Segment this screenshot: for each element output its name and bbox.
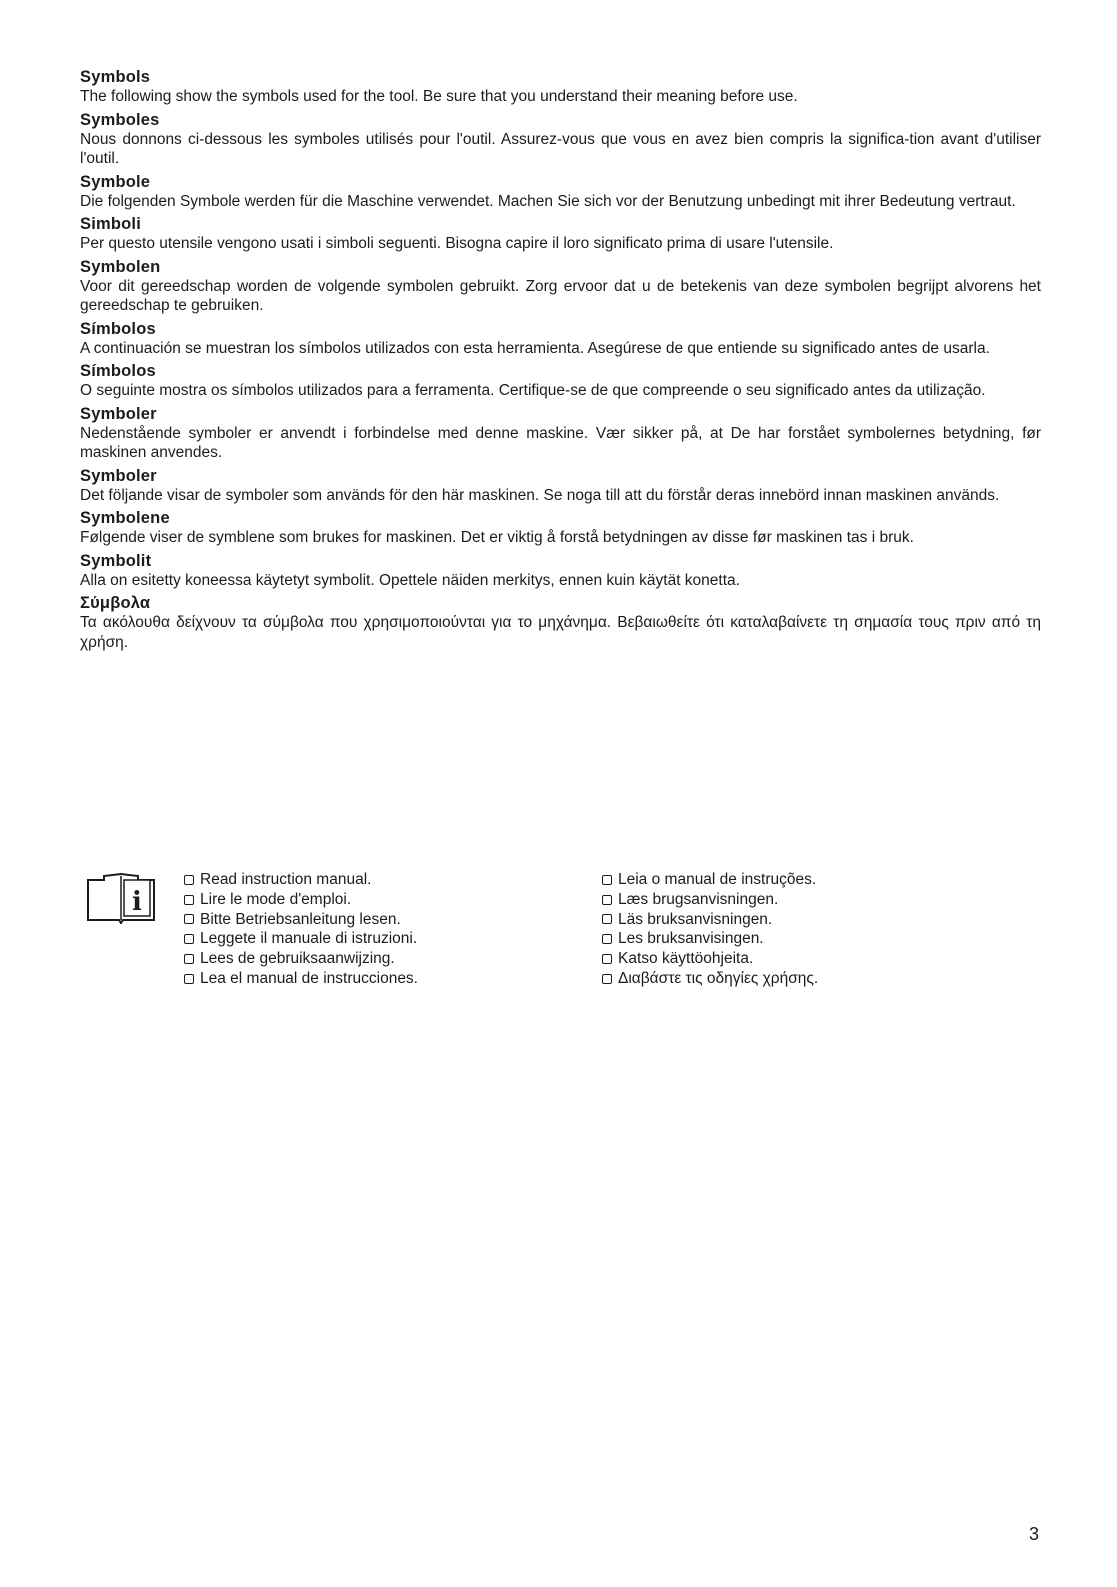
list-item <box>602 929 818 949</box>
section-heading: Símbolos <box>80 319 156 338</box>
section-heading: Symbols <box>80 68 151 86</box>
section-text: A continuación se muestran los símbolos utilizados con esta herramienta. Asegúrese de que entiende su significado antes de usarla. <box>80 339 990 357</box>
section-es <box>80 319 1041 359</box>
list-item-label: Lea el manual de instrucciones. <box>200 969 418 987</box>
section-en <box>80 67 1041 107</box>
section-text: Nedenstående symboler er anvendt i forbindelse med denne maskine. Vær sikker på, at De har forstået symbolernes betydning, før maskinen anvendes. <box>80 424 1041 461</box>
checkbox-icon <box>184 914 194 924</box>
page-number: 3 <box>1028 1524 1039 1544</box>
section-nl <box>80 257 1041 316</box>
checkbox-icon <box>602 974 612 984</box>
list-item-label: Leia o manual de instruções. <box>618 871 817 888</box>
section-heading: Simboli <box>80 215 141 233</box>
list-item <box>184 870 418 890</box>
checkbox-icon <box>184 875 194 885</box>
checkbox-icon <box>184 934 194 944</box>
section-heading: Symbole <box>80 172 151 191</box>
checkbox-icon <box>602 914 612 924</box>
list-item-label: Les bruksanvisingen. <box>618 930 764 948</box>
list-item <box>184 969 418 989</box>
symbols-intro <box>80 67 1041 655</box>
list-item-label: Bitte Betriebsanleitung lesen. <box>200 910 401 928</box>
checkbox-icon <box>184 974 194 984</box>
list-item-label: Læs brugsanvisningen. <box>618 890 779 908</box>
section-heading: Símbolos <box>80 362 156 380</box>
section-heading: Symbolene <box>80 509 170 527</box>
list-item <box>602 949 818 969</box>
section-heading: Symbolen <box>80 257 161 276</box>
list-item <box>184 910 418 930</box>
section-text: Nous donnons ci-dessous les symboles utilisés pour l'outil. Assurez-vous que vous en avez bien compris la significa-tion avant d'utiliser l'outil. <box>80 130 1041 167</box>
list-item <box>184 929 418 949</box>
checkbox-icon <box>184 895 194 905</box>
list-item-label: Läs bruksanvisningen. <box>618 910 773 928</box>
section-fi <box>80 551 1041 591</box>
list-item-label: Διαβάστε τις οδηγίες χρήσης. <box>618 969 819 987</box>
checkbox-icon <box>602 954 612 964</box>
checkbox-icon <box>184 954 194 964</box>
list-item <box>184 949 418 969</box>
section-text: Die folgenden Symbole werden für die Maschine verwendet. Machen Sie sich vor der Benutzung unbedingt mit ihrer Bedeutung vertraut. <box>80 192 1016 210</box>
checkbox-icon <box>602 934 612 944</box>
list-item <box>184 890 418 910</box>
instruction-list-right <box>602 870 818 989</box>
section-text: Τα ακόλουθα δείχνουν τα σύμβολα που χρησιμοποιούνται για το μηχάνημα. Βεβαιωθείτε ότι καταλαβαίνετε τη σημασία τους πριν από τη χρήση. <box>80 614 1041 651</box>
list-item-label: Lire le mode d'emploi. <box>200 890 352 908</box>
section-sv <box>80 466 1041 506</box>
section-heading: Symboles <box>80 110 160 129</box>
section-text: Per questo utensile vengono usati i simboli seguenti. Bisogna capire il loro significato prima di usare l'utensile. <box>80 235 834 252</box>
section-heading: Symbolit <box>80 551 152 570</box>
section-da <box>80 404 1041 463</box>
section-text: Voor dit gereedschap worden de volgende symbolen gebruikt. Zorg ervoor dat u de betekenis van deze symbolen begrijpt alvorens het gereedschap te gebruiken. <box>80 277 1041 314</box>
list-item <box>602 910 818 930</box>
section-heading: Σύμβολα <box>80 594 151 612</box>
section-fr <box>80 110 1041 169</box>
read-manual-book-icon <box>86 872 156 924</box>
section-pt <box>80 361 1041 401</box>
section-el <box>80 593 1041 652</box>
read-manual-symbol-block <box>86 870 1046 1000</box>
section-text: Alla on esitetty koneessa käytetyt symbolit. Opettele näiden merkitys, ennen kuin käytät konetta. <box>80 571 740 589</box>
section-text: Det följande visar de symboler som används för den här maskinen. Se noga till att du förstår deras innebörd innan maskinen används. <box>80 486 1000 504</box>
checkbox-icon <box>602 875 612 885</box>
svg-text:i: i <box>132 887 142 917</box>
list-item-label: Lees de gebruiksaanwijzing. <box>200 950 395 968</box>
list-item <box>602 870 818 890</box>
list-item <box>602 969 818 989</box>
section-no <box>80 508 1041 548</box>
list-item <box>602 890 818 910</box>
section-it <box>80 214 1041 254</box>
list-item-label: Katso käyttöohjeita. <box>618 950 754 968</box>
section-text: The following show the symbols used for the tool. Be sure that you understand their meaning before use. <box>80 88 798 105</box>
list-item-label: Read instruction manual. <box>200 871 372 888</box>
section-heading: Symboler <box>80 404 157 423</box>
section-text: Følgende viser de symblene som brukes for maskinen. Det er viktig å forstå betydningen av disse før maskinen tas i bruk. <box>80 529 914 546</box>
list-item-label: Leggete il manuale di istruzioni. <box>200 930 418 948</box>
checkbox-icon <box>602 895 612 905</box>
instruction-list-left <box>184 870 418 989</box>
section-text: O seguinte mostra os símbolos utilizados para a ferramenta. Certifique-se de que compreende o seu significado antes da utilização. <box>80 382 986 399</box>
section-heading: Symboler <box>80 466 157 485</box>
section-de <box>80 172 1041 212</box>
